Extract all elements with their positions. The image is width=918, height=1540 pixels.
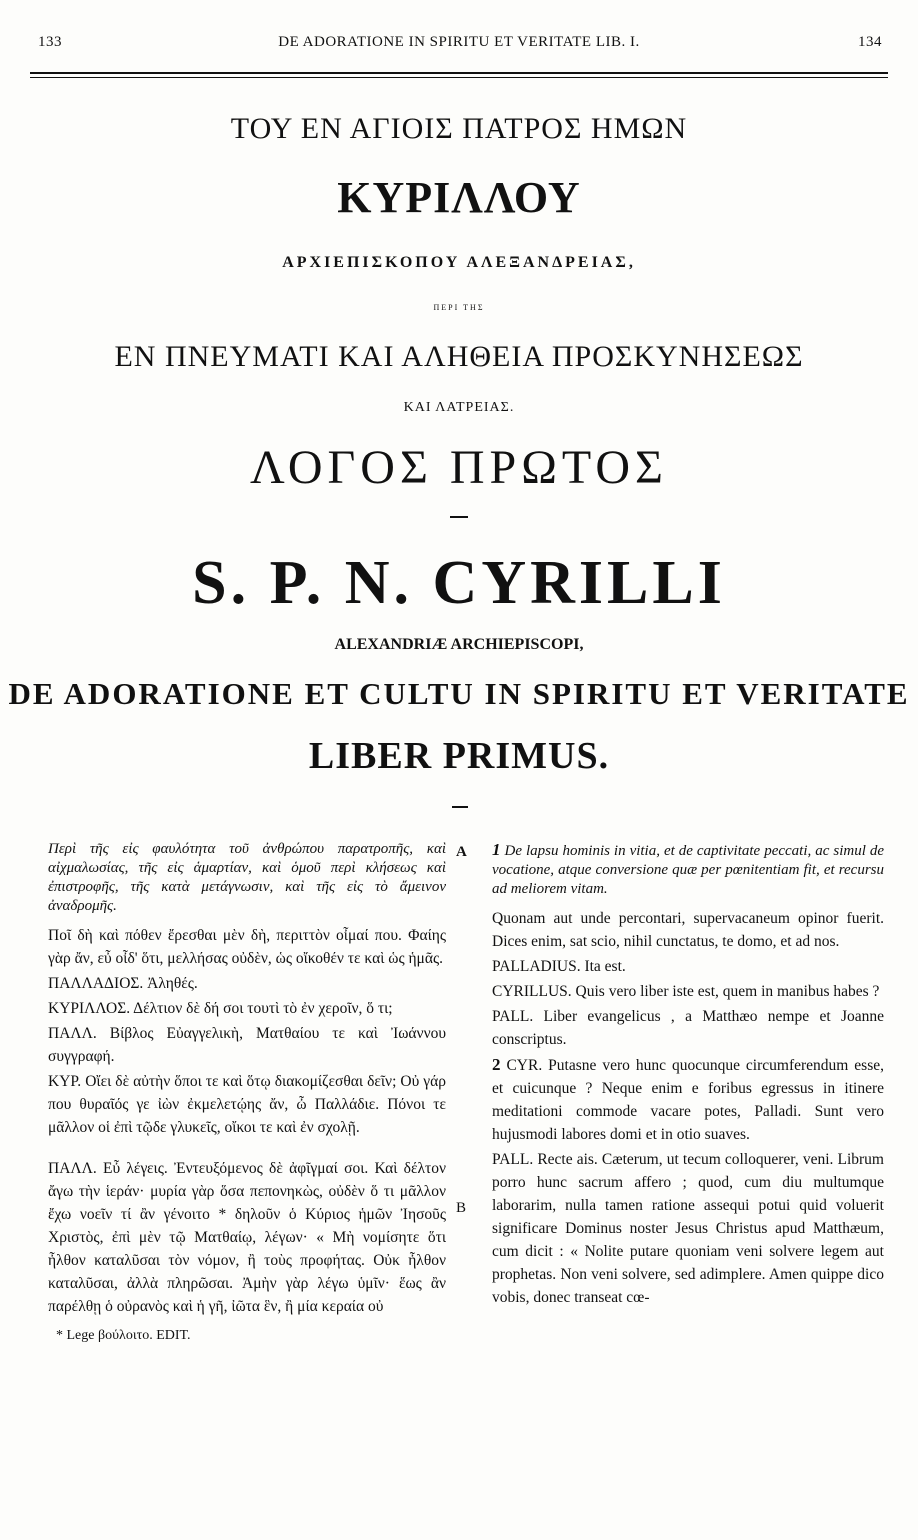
divider-dash: [450, 516, 468, 518]
header-rule: [30, 72, 888, 74]
latin-paragraph-text: CYR. Putasne vero hunc quocunque circumferendum esse, et cuicunque ? Neque enim e foribus egressus in itinere meditationi commode vacare potes, Palladi. Sunt vero hujusmodi labores domi et in otio suaves.: [492, 1057, 885, 1143]
title-line-3: ΑΡΧΙΕΠΙΣΚΟΠΟΥ ΑΛΕΞΑΝΔΡΕΙΑΣ,: [282, 254, 636, 271]
running-title: DE ADORATIONE IN SPIRITU ET VERITATE LIB. I.: [278, 34, 640, 50]
greek-paragraph: ΠΑΛΛ. Βίβλος Εὐαγγελικὴ, Ματθαίου τε καὶ Ἰωάννου συγγραφή.: [48, 1025, 446, 1065]
latin-column: [492, 840, 884, 1311]
footnote: * Lege βούλοιτο. EDIT.: [56, 1328, 191, 1343]
greek-paragraph: ΠΑΛΛ. Εὖ λέγεις. Ἐντευξόμενος δὲ ἀφῖγμαί σοι. Καὶ δέλτον ἄγω τὴν ἱεράν· μυρία γὰρ ὅσα πεπονηκὼς, οὐδὲν ὅ τι μᾶλλον ἔχω νοεῖν τί ἂν γένοιτο * δηλοῦν ὁ Κύριος ἡμῶν Ἰησοῦς Χριστὸς, ἐπὶ μὲν τῷ Ματθαίῳ, λέγων· « Μὴ νομίσητε ὅτι ἦλθον καταλῦσαι τὸν νόμον, ἢ τοὺς προφήτας. Οὐκ ἦλθον καταλῦσαι, ἀλλὰ πληρῶσαι. Ἀμὴν γὰρ λέγω ὑμῖν· ἕως ἂν παρέλθῃ ὁ οὐρανὸς καὶ ἡ γῆ, ἰῶτα ἓν, ἢ μία κεραία οὐ: [48, 1160, 446, 1315]
title-line-1: ΤΟΥ ΕΝ ΑΓΙΟΙΣ ΠΑΤΡΟΣ ΗΜΩΝ: [230, 112, 688, 145]
section-number: 2: [492, 1055, 501, 1074]
book-title-latin: LIBER PRIMUS.: [308, 735, 610, 777]
latin-paragraph: PALL. Recte ais. Cæterum, ut tecum colloquerer, veni. Librum porro hunc sacrum affero ; quod, cum diu multumque laborarim, nulla tamen ratione assequi potui quid voluerit significare Dominus noster Jesus Christus apud Matthæum, cum dicit : « Nolite putare quoniam veni solvere legem aut prophetas. Non veni solvere, sed adimplere. Amen quippe dico vobis, donec transeat cœ-: [492, 1151, 884, 1306]
title-author-latin: S. P. N. CYRILLI: [192, 549, 726, 617]
greek-paragraph: ΚΥΡΙΛΛΟΣ. Δέλτιον δὲ δή σοι τουτὶ τὸ ἐν χεροῖν, ὅ τι;: [48, 1000, 393, 1017]
header-rule-thin: [30, 77, 888, 78]
greek-argument: Περὶ τῆς εἰς φαυλότητα τοῦ ἀνθρώπου παρατροπῆς, καὶ αἰχμαλωσίας, τῆς εἰς ἁμαρτίαν, καὶ ὁμοῦ περὶ κλήσεως καὶ ἐπιστροφῆς, τῆς κατὰ μετάγνωσιν, καὶ τῆς εἰς τὸ ἄμεινον ἀναδρομῆς.: [48, 841, 446, 914]
title-line-6: ΚΑΙ ΛΑΤΡΕΙΑΣ.: [403, 400, 515, 415]
title-line-9: ALEXANDRIÆ ARCHIEPISCOPI,: [334, 636, 584, 653]
paragraph-gap: [48, 1141, 446, 1157]
margin-letter-a: A: [456, 844, 467, 860]
book-title-greek: ΛΟΓΟΣ ΠΡΩΤΟΣ: [250, 441, 668, 494]
margin-letter-b: B: [456, 1200, 467, 1216]
title-line-4: ΠΕΡΙ ΤΗΣ: [433, 303, 485, 312]
title-author-greek: ΚΥΡΙΛΛΟΥ: [337, 173, 581, 222]
latin-paragraph: [492, 1053, 884, 1146]
section-number: 1: [492, 840, 501, 859]
greek-paragraph: ΠΑΛΛΑΔΙΟΣ. Ἀληθές.: [48, 975, 198, 992]
latin-paragraph: PALLADIUS. Ita est.: [492, 958, 626, 975]
latin-paragraph: Quonam aut unde percontari, supervacaneum opinor fuerit. Dices enim, sat scio, nihil cunctatus, te domo, et ad nos.: [492, 910, 884, 950]
latin-paragraph: PALL. Liber evangelicus , a Matthæo nempe et Joanne conscriptus.: [492, 1008, 884, 1048]
divider-dash-2: [452, 806, 468, 808]
page-number-left: 133: [38, 34, 62, 50]
title-line-5: ΕΝ ΠΝΕΥΜΑΤΙ ΚΑΙ ΑΛΗΘΕΙΑ ΠΡΟΣΚΥΝΗΣΕΩΣ: [114, 340, 804, 373]
greek-paragraph: Ποῖ δὴ καὶ πόθεν ἔρεσθαι μὲν δὴ, περιττὸν οἶμαί που. Φαίης γὰρ ἄν, εὖ οἶδ' ὅτι, μελλήσας οὐδὲν, ὡς οἴκοθέν τε καὶ ὡς ἡμᾶς.: [48, 927, 446, 967]
greek-column: [48, 840, 446, 1349]
greek-paragraph: ΚΥΡ. Οἴει δὲ αὐτὴν ὅποι τε καὶ ὅτῳ διακομίζεσθαι δεῖν; Οὐ γάρ που θυραῖός γε ἰὼν ἐκμελετῴης ἄν, ὦ Παλλάδιε. Πόνοι τε μᾶλλον οἱ ἐπὶ τῷδε γλυκεῖς, οἴκοι τε καὶ ἐν σχολῇ.: [48, 1073, 446, 1136]
latin-argument-text: De lapsu hominis in vitia, et de captivitate peccati, ac simul de vocatione, atque conversione quæ per pœnitentiam fit, et recursu ad meliorem vitam.: [492, 843, 885, 897]
latin-paragraph: CYRILLUS. Quis vero liber iste est, quem in manibus habes ?: [492, 983, 880, 1000]
latin-argument: [492, 840, 884, 899]
page-number-right: 134: [858, 34, 882, 50]
title-line-10: DE ADORATIONE ET CULTU IN SPIRITU ET VERITATE: [8, 676, 910, 711]
